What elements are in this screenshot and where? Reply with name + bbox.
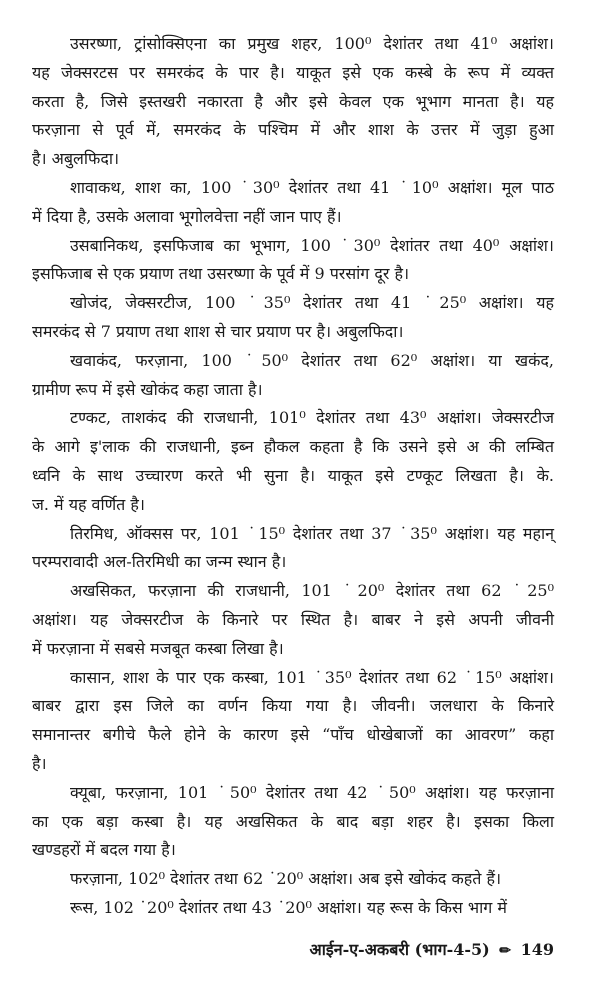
pencil-icon: ✏ — [499, 943, 512, 959]
text-line: फरज़ाना, 102⁰ देशांतर तथा 62 ˙20⁰ अक्षांश। अब इसे खोकंद कहते हैं। — [70, 869, 502, 889]
text-line: में दिया है, उसके अलावा भूगोलवेत्ता नहीं जान पाए हैं। — [32, 206, 342, 226]
text-line: टण्कट, ताशकंद की राजधानी, 101⁰ देशांतर तथा 43⁰ अक्षांश। जेक्सरटीज — [70, 408, 554, 428]
page-number: 149 — [520, 940, 554, 959]
text-line: ज. में यह वर्णित है। — [32, 494, 145, 514]
text-line: इसफिजाब से एक प्रयाण तथा उसरष्णा के पूर्व में 9 परसांग दूर है। — [32, 264, 410, 284]
text-line: रूस, 102 ˙20⁰ देशांतर तथा 43 ˙20⁰ अक्षांश। यह रूस के किस भाग में — [70, 897, 507, 917]
text-line: खोजंद, जेक्सरटीज, 100 ˙35⁰ देशांतर तथा 41 ˙25⁰ अक्षांश। यह — [70, 293, 554, 313]
text-line: का एक बड़ा कस्बा है। यह अखसिकत के बाद बड़ा शहर है। इसका किला — [32, 811, 554, 831]
text-line: खण्डहरों में बदल गया है। — [32, 840, 176, 860]
page-footer — [309, 938, 554, 962]
text-line: उसबानिकथ, इसफिजाब का भूभाग, 100 ˙30⁰ देशांतर तथा 40⁰ अक्षांश। — [70, 235, 554, 255]
text-line: समानान्तर बगीचे फैले होने के कारण इसे “पाँच धोखेबाजों का आवरण” कहा — [32, 725, 554, 745]
text-line: अखसिकत, फरज़ाना की राजधानी, 101 ˙20⁰ देशांतर तथा 62 ˙25⁰ — [70, 581, 554, 601]
text-line: है। अबुलफिदा। — [32, 149, 120, 169]
text-line: शावाकथ, शाश का, 100 ˙30⁰ देशांतर तथा 41 ˙10⁰ अक्षांश। मूल पाठ — [70, 177, 554, 197]
text-line: क्यूबा, फरज़ाना, 101 ˙50⁰ देशांतर तथा 42 ˙50⁰ अक्षांश। यह फरज़ाना — [70, 782, 554, 802]
page-body — [32, 30, 554, 923]
text-line: खवाकंद, फरज़ाना, 100 ˙50⁰ देशांतर तथा 62⁰ अक्षांश। या खकंद, — [70, 350, 554, 370]
text-line: कासान, शाश के पार एक कस्बा, 101 ˙35⁰ देशांतर तथा 62 ˙15⁰ अक्षांश। — [70, 667, 554, 687]
text-line: है। — [32, 753, 47, 773]
text-line: ग्रामीण रूप में इसे खोकंद कहा जाता है। — [32, 379, 263, 399]
text-line: ध्वनि के साथ उच्चारण करते भी सुना है। याकूत इसे टण्कूट लिखता है। के. — [32, 465, 554, 485]
text-line: यह जेक्सरटस पर समरकंद के पार है। याकूत इसे एक कस्बे के रूप में व्यक्त — [32, 62, 554, 82]
text-line: फरज़ाना से पूर्व में, समरकंद के पश्चिम में और शाश के उत्तर में जुड़ा हुआ — [32, 120, 554, 140]
text-line: उसरष्णा, ट्रांसोक्सिएना का प्रमुख शहर, 100⁰ देशांतर तथा 41⁰ अक्षांश। — [70, 34, 554, 53]
text-line: में फरज़ाना में सबसे मजबूत कस्बा लिखा है। — [32, 638, 284, 658]
text-line: करता है, जिसे इस्तखरी नकारता है और इसे केवल एक भूभाग मानता है। यह — [32, 91, 554, 111]
text-line: बाबर द्वारा इस जिले का वर्णन किया गया है। जीवनी। जलधारा के किनारे — [32, 696, 554, 716]
text-line: अक्षांश। यह जेक्सरटीज के किनारे पर स्थित है। बाबर ने इसे अपनी जीवनी — [32, 609, 554, 629]
text-line: परम्परावादी अल-तिरमिधी का जन्म स्थान है। — [32, 552, 287, 572]
text-line: के आगे इ'लाक की राजधानी, इब्न हौकल कहता है कि उसने इसे अ की लम्बित — [32, 437, 554, 457]
text-line: समरकंद से 7 प्रयाण तथा शाश से चार प्रयाण पर है। अबुलफिदा। — [32, 321, 404, 341]
book-title: आईन-ए-अकबरी (भाग-4-5) — [309, 940, 490, 959]
text-line: तिरमिध, ऑक्सस पर, 101 ˙15⁰ देशांतर तथा 37 ˙35⁰ अक्षांश। यह महान् — [70, 523, 554, 543]
